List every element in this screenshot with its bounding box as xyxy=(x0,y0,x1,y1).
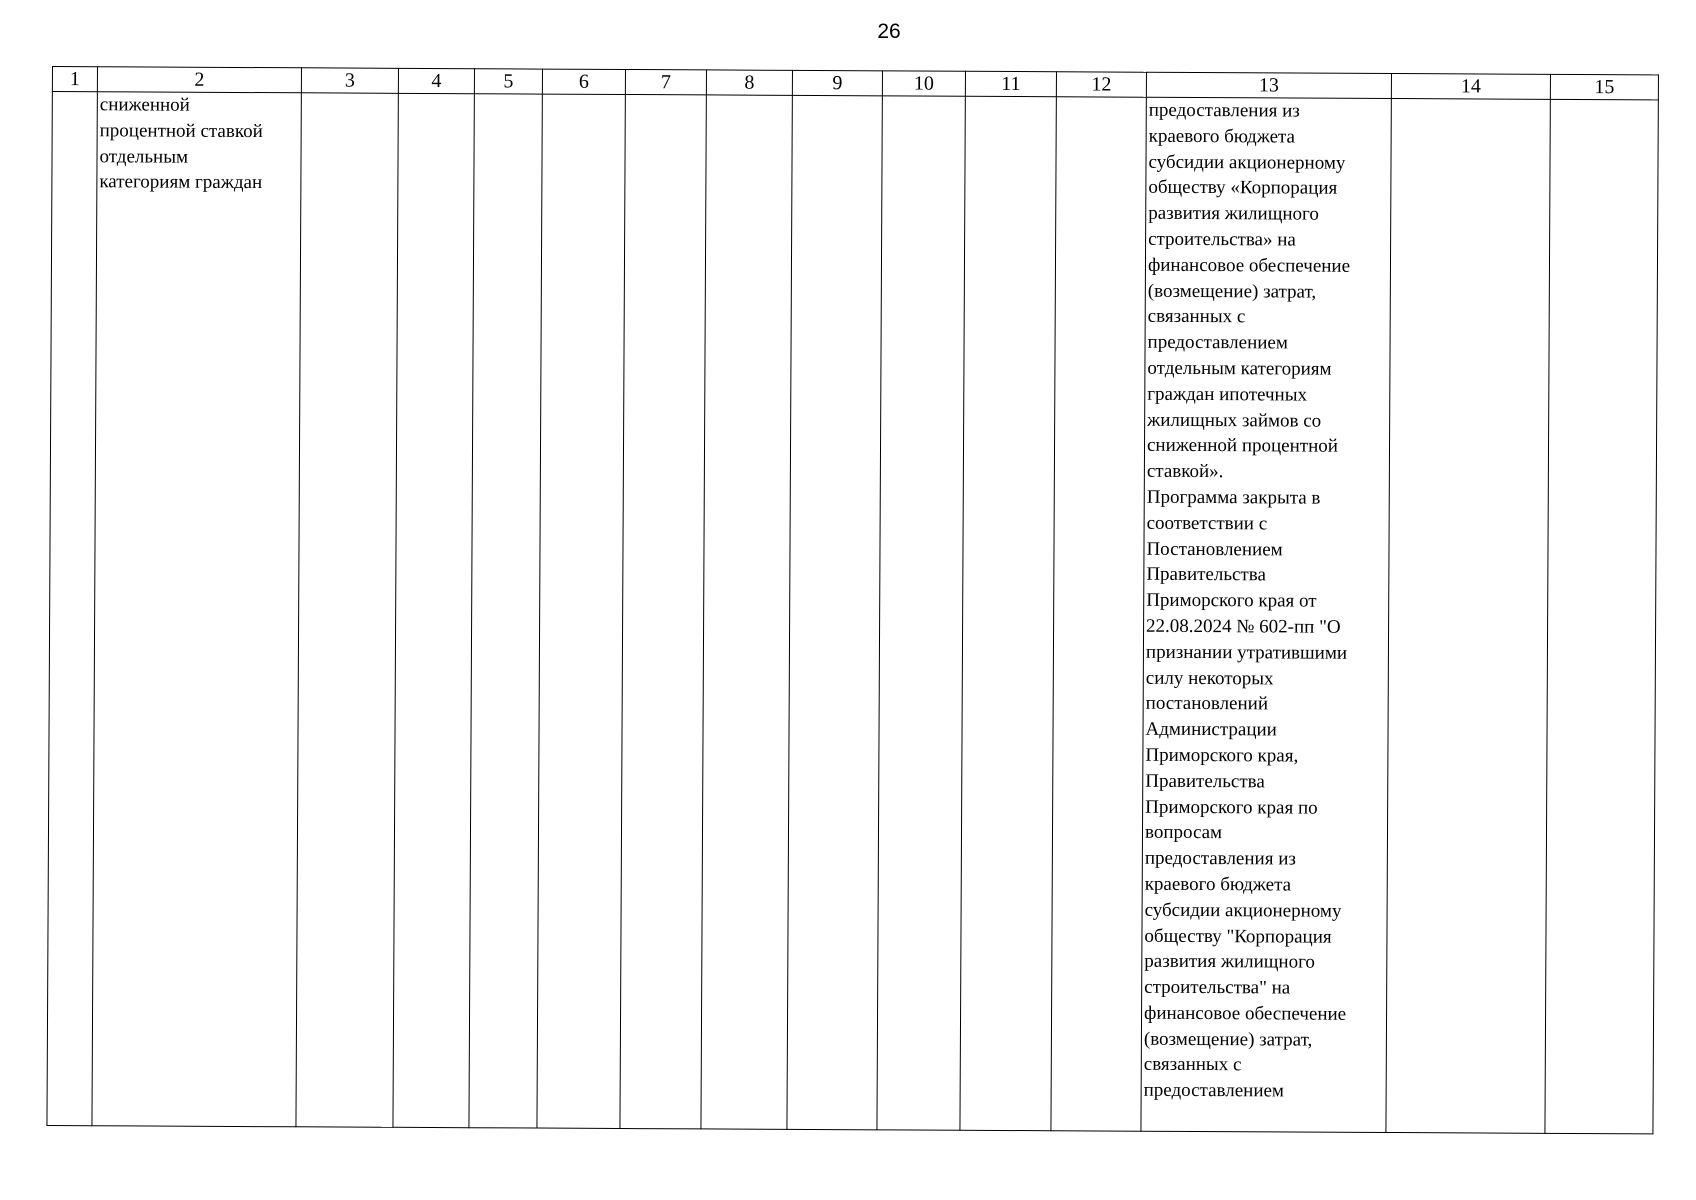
table-cell xyxy=(393,93,474,1127)
column-header: 4 xyxy=(398,68,474,93)
column-header: 10 xyxy=(882,71,965,96)
table-cell xyxy=(469,94,542,1128)
column-header: 14 xyxy=(1391,74,1550,100)
table-cell xyxy=(701,95,792,1129)
column-header: 3 xyxy=(301,68,398,94)
document-sheet xyxy=(46,66,1658,1134)
column-header: 9 xyxy=(792,70,882,95)
column-header: 7 xyxy=(625,70,706,95)
column-header: 5 xyxy=(474,69,542,94)
column-header: 2 xyxy=(97,67,301,93)
table-cell xyxy=(1545,99,1658,1134)
page-number: 26 xyxy=(877,20,901,43)
table-cell xyxy=(877,96,965,1130)
table-row xyxy=(47,92,1658,1134)
data-table xyxy=(46,66,1659,1134)
table-cell xyxy=(1386,99,1550,1134)
column-header: 6 xyxy=(542,69,625,94)
table-cell xyxy=(620,95,706,1129)
column-header: 12 xyxy=(1056,72,1146,97)
table-cell xyxy=(960,96,1056,1130)
table-cell xyxy=(537,94,625,1128)
column-header: 8 xyxy=(706,70,792,95)
column-header: 1 xyxy=(52,67,97,92)
column-header: 13 xyxy=(1146,72,1391,98)
table-cell xyxy=(47,92,97,1126)
table-cell xyxy=(787,95,882,1129)
table-cell xyxy=(1051,97,1146,1131)
column-header: 11 xyxy=(965,71,1056,96)
table-cell-notes: предоставления из краевого бюджета субсидии акционерному обществу «Корпорация развития жилищного строительства» на финансовое обеспечение (возмещение) затрат, связанных с предоставлением отдельным категориям граждан ипотечных жилищных займов со сниженной процентной ставкой». Программа закрыта в соответствии с Постановлением Правительства Приморского края от 22.08.2024 № 602-пп "О признании утратившими силу некоторых постановлений Администрации Приморского края, Правительства Приморского края по вопросам предоставления из краевого бюджета субсидии акционерному обществу "Корпорация развития жилищного строительства" на финансовое обеспечение (возмещение) затрат, связанных с предоставлением xyxy=(1141,97,1391,1132)
table-cell xyxy=(296,93,398,1127)
table-cell-description: сниженной процентной ставкой отдельным категориям граждан xyxy=(92,92,301,1127)
column-header: 15 xyxy=(1550,74,1658,100)
